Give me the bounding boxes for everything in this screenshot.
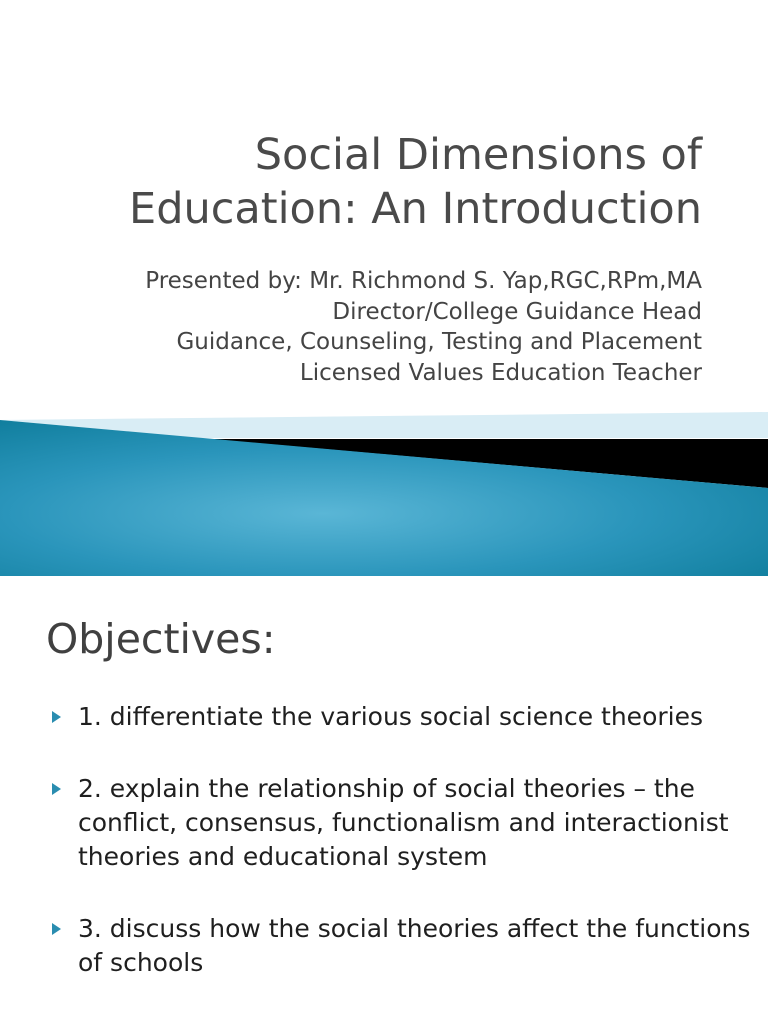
slide-title <box>129 128 702 236</box>
presenter-line: Guidance, Counseling, Testing and Placement <box>176 329 702 355</box>
triangle-right-icon <box>52 772 78 806</box>
objective-text: 1. differentiate the various social science theories <box>78 702 703 731</box>
triangle-right-icon <box>52 912 78 946</box>
decorative-band <box>0 410 768 576</box>
list-item <box>52 772 752 874</box>
objective-text: 2. explain the relationship of social theories – the conflict, consensus, functionalism and interactionist theories and educational system <box>78 774 729 871</box>
presenter-line: Licensed Values Education Teacher <box>299 359 702 386</box>
objectives-list <box>52 700 752 1018</box>
objectives-heading: Objectives: <box>46 615 276 663</box>
triangle-right-icon <box>52 700 78 734</box>
presenter-line: Presented by: Mr. Richmond S. Yap,RGC,RPm,MA <box>145 268 702 294</box>
slide-title-line: Education: An Introduction <box>129 184 702 234</box>
presenter-line: Director/College Guidance Head <box>332 298 702 325</box>
list-item <box>52 700 752 734</box>
presenter-info <box>145 266 702 388</box>
slide-title-line: Social Dimensions of <box>254 130 702 180</box>
list-item <box>52 912 752 980</box>
objective-text: 3. discuss how the social theories affect the functions of schools <box>78 914 751 977</box>
